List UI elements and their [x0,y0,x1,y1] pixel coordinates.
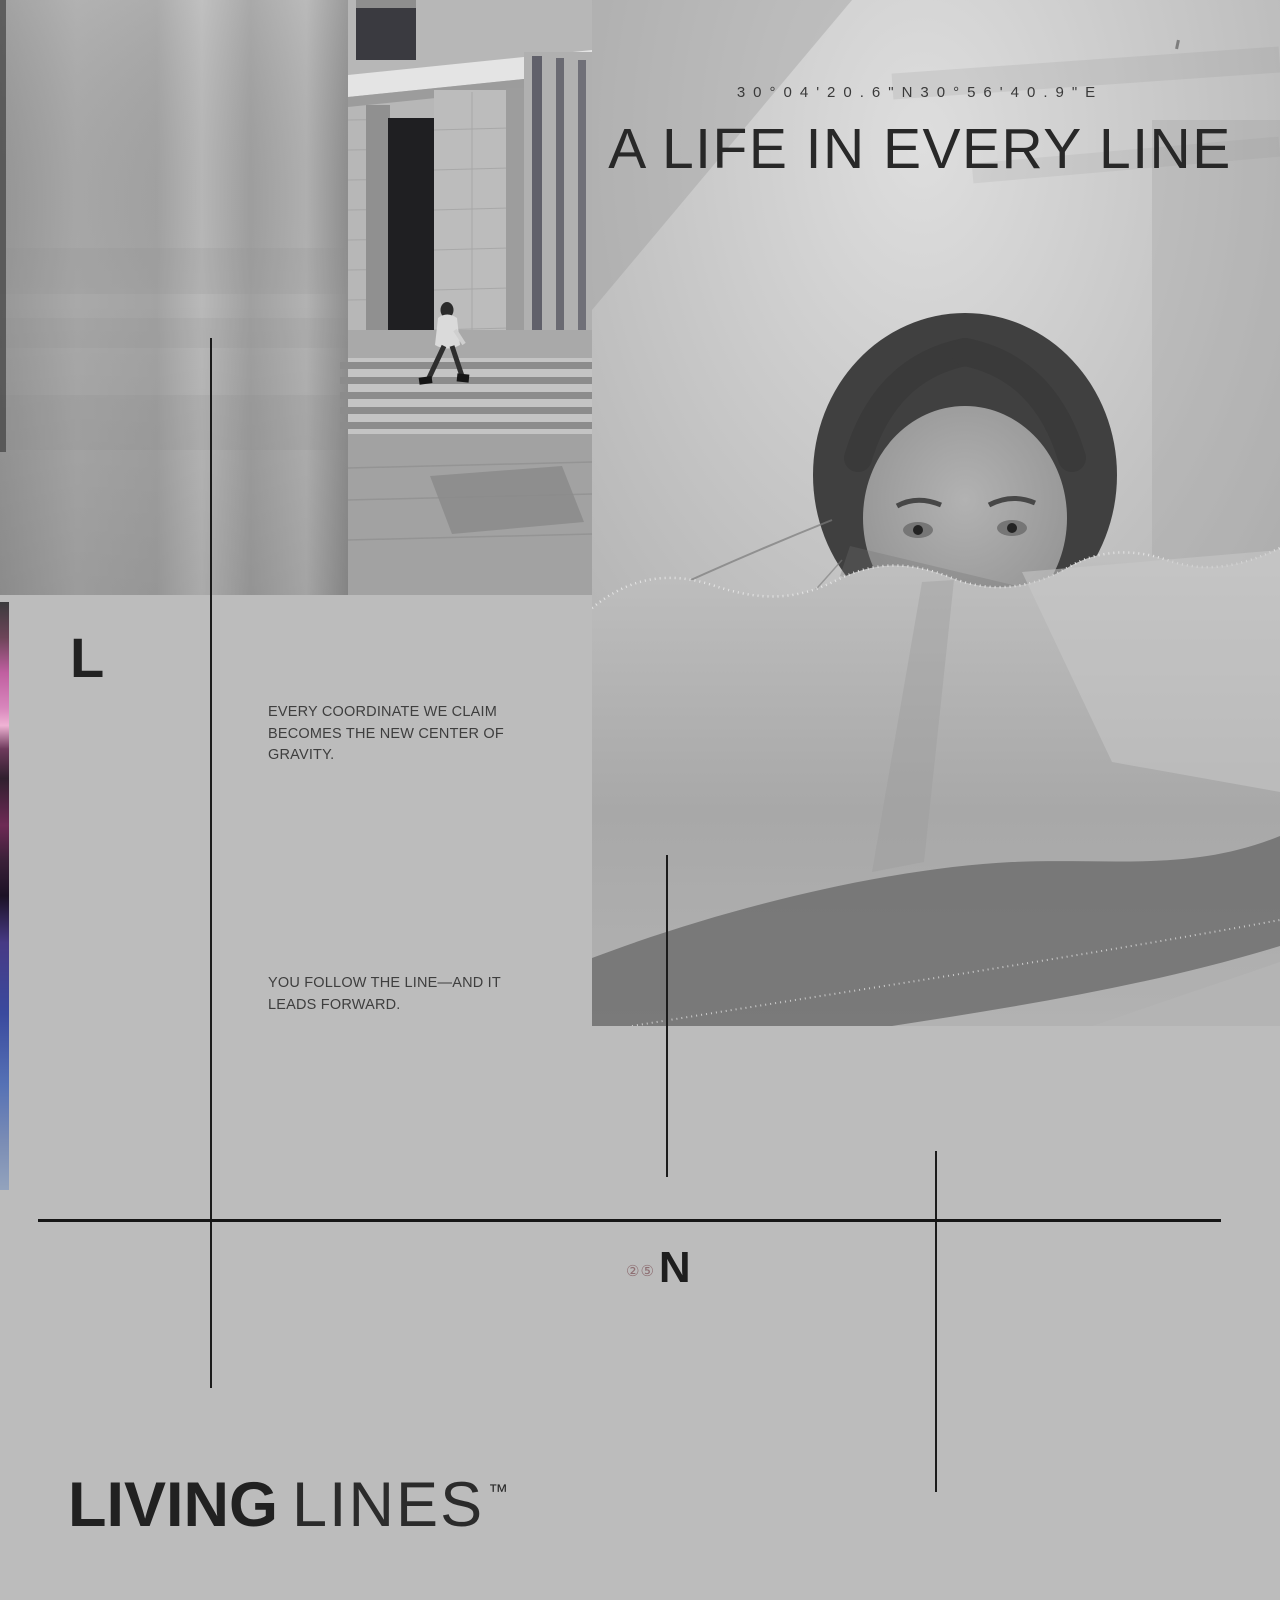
crosshair-vertical-line-left [210,338,212,1388]
street-photo-graphic [0,0,592,595]
crosshair-horizontal-line [38,1219,1221,1222]
coordinates-label: 30°04'20.6"N30°56'40.9"E [736,84,1104,101]
letter-mark: L [70,626,105,689]
statement-line: YOU FOLLOW THE LINE—AND IT [268,975,501,991]
north-letter: N [658,1243,691,1292]
street-photo [0,0,592,595]
statement-line: GRAVITY. [268,747,335,763]
statement-block-2 [268,973,518,1016]
trademark-symbol: ™ [488,1481,509,1503]
statement-line: EVERY COORDINATE WE CLAIM [268,704,497,720]
brand-logo [68,1470,509,1540]
circled-digits: ②⑤ [626,1263,655,1280]
compass-mark [626,1243,691,1293]
headline: A LIFE IN EVERY LINE [608,117,1232,181]
statement-line: BECOMES THE NEW CENTER OF [268,725,504,742]
logo-word-lines: LINES [292,1470,485,1540]
statement-block-1 [268,702,518,767]
crosshair-vertical-line-right [935,1151,937,1492]
crosshair-vertical-line-center [666,855,668,1177]
statement-line: LEADS FORWARD. [268,996,401,1013]
accent-color-strip [0,602,9,1190]
logo-word-living: LIVING [68,1470,279,1540]
